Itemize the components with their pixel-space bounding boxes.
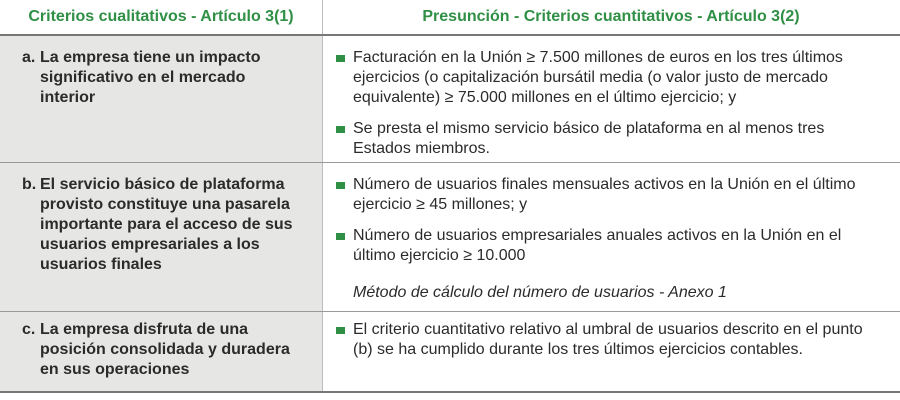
- criterion-letter: a.: [22, 49, 36, 66]
- bullet-c-1: [336, 320, 881, 360]
- header-qualitative: Criterios cualitativos - Artículo 3(1): [28, 8, 294, 25]
- square-bullet-icon: [336, 233, 345, 240]
- criterion-text: El servicio básico de plataforma provisto constituye una pasarela importante para el acceso de sus usuarios empresariales a los usuarios finales: [40, 176, 293, 273]
- bullet-text: Se presta el mismo servicio básico de plataforma en al menos tres Estados miembros.: [353, 120, 825, 157]
- bullet-a-1: [336, 48, 881, 108]
- criterion-text: La empresa disfruta de una posición consolidada y duradera en sus operaciones: [40, 321, 290, 378]
- table-bottom-border: [0, 391, 900, 393]
- square-bullet-icon: [336, 55, 345, 62]
- bullet-text: Número de usuarios finales mensuales activos en la Unión en el último ejercicio ≥ 45 millones; y: [353, 176, 856, 213]
- criterion-letter: b.: [22, 176, 37, 193]
- bullet-text: Número de usuarios empresariales anuales activos en la Unión en el último ejercicio ≥ 10.000: [353, 227, 842, 264]
- criterion-b: [22, 175, 298, 275]
- header-quantitative: Presunción - Criterios cuantitativos - Artículo 3(2): [422, 8, 800, 25]
- user-calculation-note: Método de cálculo del número de usuarios - Anexo 1: [353, 284, 727, 301]
- bullet-b-2: [336, 226, 881, 266]
- square-bullet-icon: [336, 126, 345, 133]
- bullet-b-1: [336, 175, 881, 215]
- criterion-a: [22, 48, 298, 108]
- bullet-a-2: [336, 119, 881, 159]
- bullet-text: Facturación en la Unión ≥ 7.500 millones de euros en los tres últimos ejercicios (o capitalización bursátil media (o valor justo de mercado equivalente) ≥ 75.000 millones en el último ejercicio; y: [353, 49, 843, 106]
- row-divider-1: [0, 162, 900, 163]
- column-divider: [322, 0, 323, 393]
- square-bullet-icon: [336, 182, 345, 189]
- criterion-text: La empresa tiene un impacto significativo en el mercado interior: [40, 49, 261, 106]
- square-bullet-icon: [336, 327, 345, 334]
- criterion-c: [22, 320, 298, 380]
- bullet-text: El criterio cuantitativo relativo al umbral de usuarios descrito en el punto (b) se ha cumplido durante los tres últimos ejercicios contables.: [353, 321, 863, 358]
- row-divider-2: [0, 311, 900, 312]
- criterion-letter: c.: [22, 321, 36, 338]
- header-divider: [0, 34, 900, 36]
